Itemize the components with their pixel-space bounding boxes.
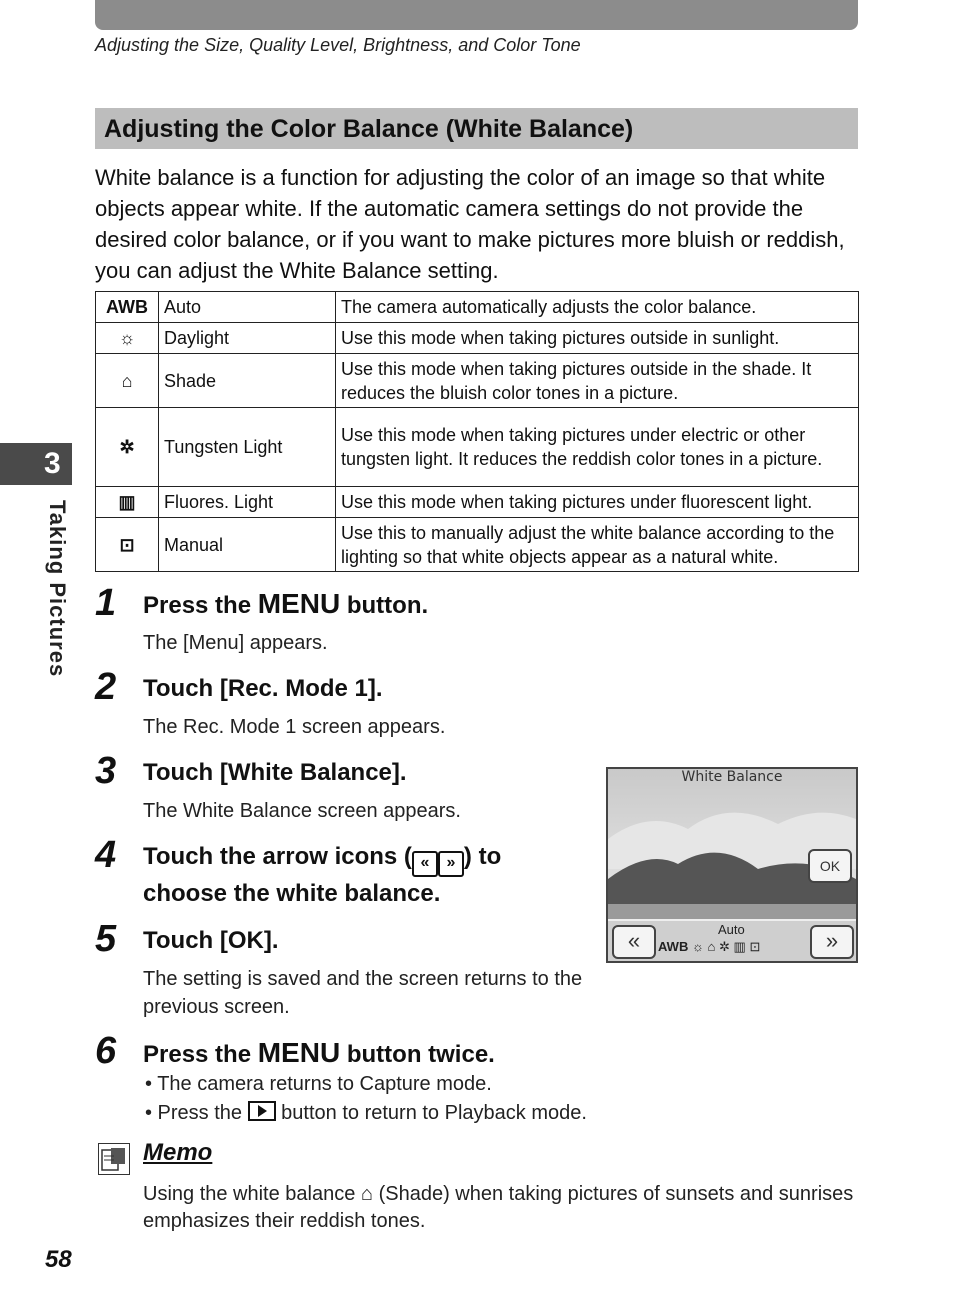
mode-desc: Use this mode when taking pictures under electric or other tungsten light. It reduces the reddish color tones in a picture. — [336, 408, 859, 487]
memo-text-pre: Using the white balance — [143, 1183, 361, 1205]
mode-desc: Use this to manually adjust the white balance according to the lighting so that white objects appear as a natural white. — [336, 518, 859, 572]
left-arrow-icon: « — [412, 851, 438, 877]
mode-desc: Use this mode when taking pictures outside in sunlight. — [336, 323, 859, 354]
step-desc: The White Balance screen appears. — [143, 800, 461, 822]
step-title-line2: choose the white balance. — [143, 880, 441, 907]
selected-mode-label: Auto — [718, 922, 745, 937]
playback-icon — [248, 1101, 276, 1121]
memo-text-post: (Shade) when taking pictures of sunsets and sunrises emphasizes their reddish tones. — [143, 1183, 854, 1232]
step-title-post: button. — [340, 592, 429, 619]
step-desc: The Rec. Mode 1 screen appears. — [143, 716, 446, 738]
section-title: Adjusting the Color Balance (White Balance) — [104, 115, 634, 143]
intro-paragraph: White balance is a function for adjusting the color of an image so that white objects appear white. If the automatic camera settings do not provide the desired color balance, or if you want to make pictures more bluish or reddish, you can adjust the White Balance setting. — [95, 165, 845, 283]
menu-label: MENU — [257, 1037, 341, 1068]
awb-icon[interactable]: AWB — [658, 939, 689, 954]
step-number: 5 — [95, 918, 117, 960]
shade-icon: ⌂ — [96, 354, 159, 408]
step-title: Touch [White Balance]. — [143, 759, 407, 786]
shade-icon[interactable]: ⌂ — [707, 939, 716, 954]
step-number: 6 — [95, 1030, 117, 1072]
menu-label: MENU — [257, 588, 341, 619]
table-row — [96, 518, 859, 572]
table-row — [96, 323, 859, 354]
fluorescent-icon[interactable]: ▥ — [733, 939, 746, 954]
step-title-post: ) to — [463, 843, 502, 870]
table-row — [96, 292, 859, 323]
step-desc: The setting is saved and the screen returns to the previous screen. — [143, 968, 583, 1018]
mode-name: Auto — [159, 292, 336, 323]
step-number: 4 — [95, 834, 117, 876]
running-head: Adjusting the Size, Quality Level, Brightness, and Color Tone — [95, 35, 581, 55]
table-row — [96, 487, 859, 518]
mode-name: Shade — [159, 354, 336, 408]
wb-icon-strip — [658, 939, 806, 955]
screen-title: White Balance — [681, 769, 783, 785]
right-arrow-button[interactable]: » — [810, 925, 854, 959]
manual-icon[interactable]: ⊡ — [749, 939, 761, 954]
chapter-tab — [0, 443, 72, 485]
daylight-icon[interactable]: ☼ — [691, 939, 704, 954]
bullet-pre: • Press the — [145, 1102, 243, 1124]
step-number: 1 — [95, 582, 117, 624]
step-title: Touch [Rec. Mode 1]. — [143, 675, 383, 702]
top-bar — [95, 0, 858, 30]
daylight-icon: ☼ — [96, 323, 159, 354]
tungsten-icon: ✲ — [96, 408, 159, 487]
table-row — [96, 408, 859, 487]
left-arrow-button[interactable]: « — [612, 925, 656, 959]
memo-text — [143, 1181, 863, 1235]
step-title — [143, 840, 593, 911]
white-balance-table — [95, 291, 859, 572]
awb-icon: AWB — [96, 292, 159, 323]
mode-name: Manual — [159, 518, 336, 572]
step-desc: The [Menu] appears. — [143, 632, 328, 654]
bullet-item: • The camera returns to Capture mode. — [145, 1073, 492, 1095]
mode-name: Daylight — [159, 323, 336, 354]
memo-title: Memo — [143, 1139, 213, 1166]
camera-screen-illustration — [606, 767, 858, 963]
right-arrow-icon: » — [438, 851, 464, 877]
shade-icon: ⌂ — [360, 1183, 374, 1205]
step-title-pre: Touch the arrow icons ( — [143, 843, 412, 870]
bullet-post: button to return to Playback mode. — [275, 1102, 587, 1124]
step-title-post: button twice. — [340, 1041, 495, 1068]
section-header — [95, 108, 858, 149]
mode-desc: Use this mode when taking pictures outside in the shade. It reduces the bluish color tones in a picture. — [336, 354, 859, 408]
chapter-number: 3 — [44, 447, 61, 480]
tungsten-icon[interactable]: ✲ — [719, 939, 730, 954]
step-title-pre: Press the — [143, 592, 258, 619]
mode-name: Tungsten Light — [159, 408, 336, 487]
fluorescent-icon: ▥ — [96, 487, 159, 518]
step-title — [143, 1036, 495, 1072]
bullet-item — [145, 1101, 587, 1125]
memo-icon — [98, 1143, 130, 1175]
mode-name: Fluores. Light — [159, 487, 336, 518]
step-title-pre: Press the — [143, 1041, 258, 1068]
memo-icon-svg — [99, 1144, 129, 1174]
step-number: 2 — [95, 666, 117, 708]
step-number: 3 — [95, 750, 117, 792]
mode-desc: Use this mode when taking pictures under fluorescent light. — [336, 487, 859, 518]
ok-button[interactable]: OK — [808, 849, 852, 883]
step-title — [143, 587, 428, 623]
chapter-label: Taking Pictures — [45, 500, 70, 678]
manual-icon: ⊡ — [96, 518, 159, 572]
page-number: 58 — [45, 1246, 72, 1273]
table-row — [96, 354, 859, 408]
step-title: Touch [OK]. — [143, 927, 279, 954]
mode-desc: The camera automatically adjusts the color balance. — [336, 292, 859, 323]
